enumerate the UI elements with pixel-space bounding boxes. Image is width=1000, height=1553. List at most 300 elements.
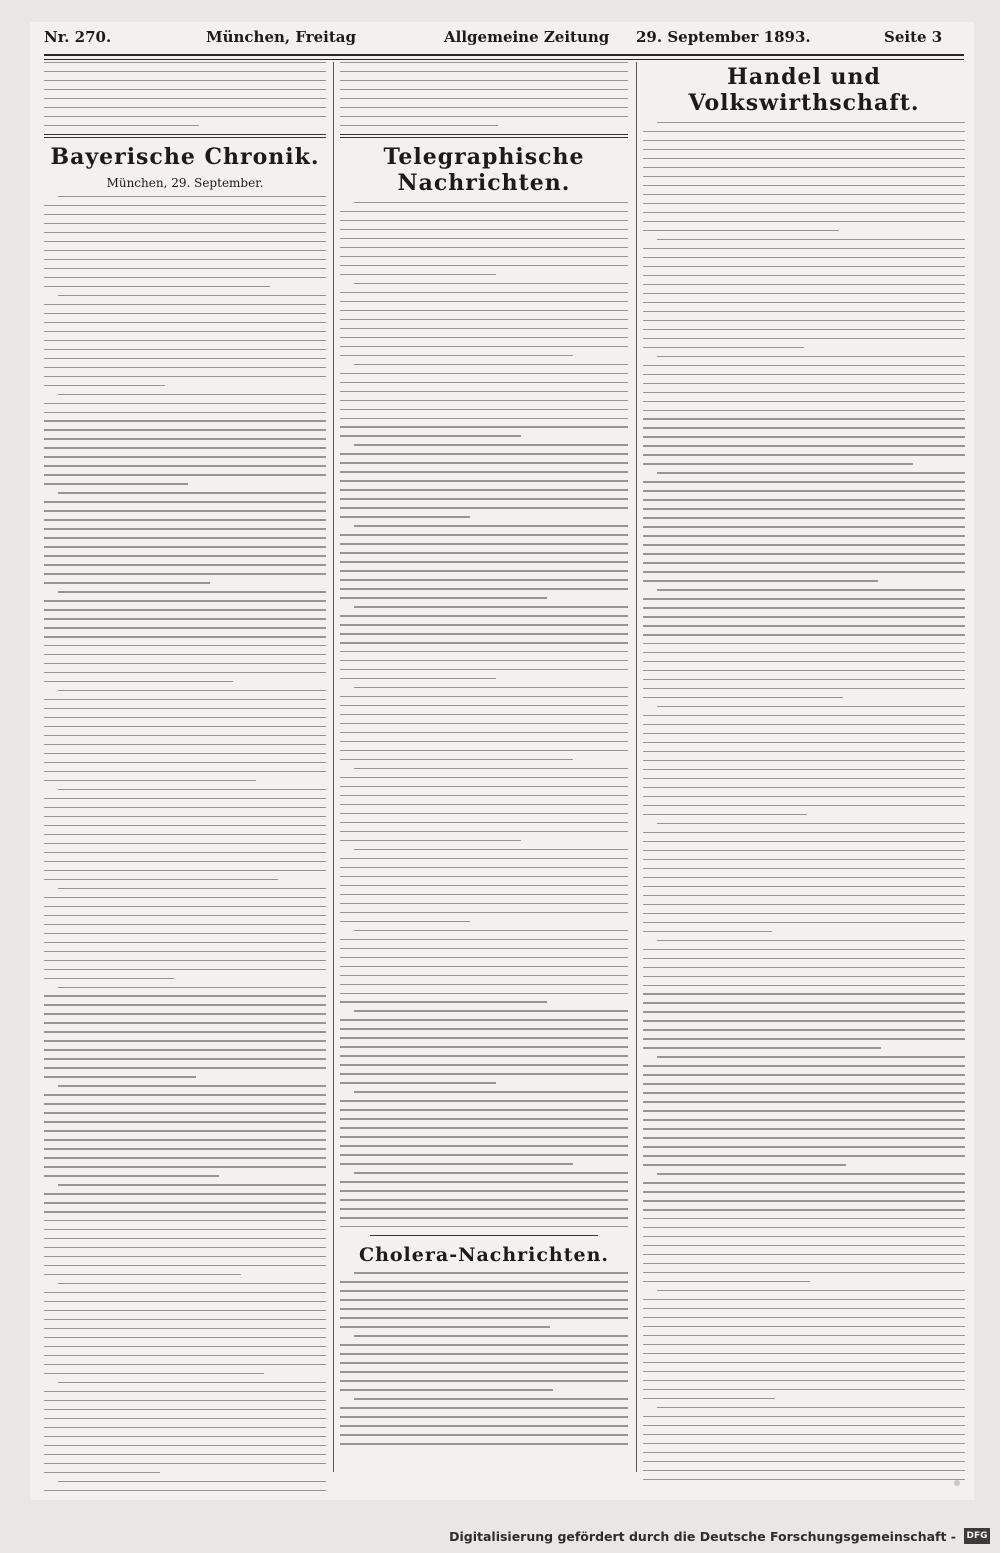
text-line <box>44 1418 326 1419</box>
text-line <box>643 436 965 437</box>
text-line <box>44 1355 326 1356</box>
text-line <box>643 1227 965 1228</box>
text-line <box>44 1130 326 1131</box>
text-line <box>340 777 628 778</box>
text-line <box>44 438 326 439</box>
text-line <box>44 250 326 251</box>
text-line <box>643 967 965 968</box>
text-line <box>44 1067 326 1068</box>
text-line <box>44 1328 326 1329</box>
text-line <box>44 546 326 547</box>
text-line <box>44 807 326 808</box>
text-line <box>340 1344 628 1345</box>
text-line <box>643 1299 965 1300</box>
text-line <box>44 385 165 386</box>
section-title-handel-und-volkswirthschaft: Handel und Volkswirthschaft. <box>688 64 920 116</box>
text-line <box>44 223 326 224</box>
text-line <box>643 616 965 617</box>
text-line <box>643 634 965 635</box>
text-line <box>643 688 965 689</box>
text-line <box>643 526 965 527</box>
text-line <box>44 609 326 610</box>
text-line <box>44 1148 326 1149</box>
text-line <box>44 663 326 664</box>
city-day: München, Freitag <box>206 28 357 46</box>
text-line <box>340 1118 628 1119</box>
text-line <box>354 1272 628 1273</box>
text-line <box>44 1112 326 1113</box>
text-line <box>58 295 326 296</box>
text-line <box>44 528 326 529</box>
text-line <box>643 302 965 303</box>
text-line <box>340 570 628 571</box>
text-line <box>643 1146 965 1147</box>
text-line <box>643 212 965 213</box>
text-line <box>44 1472 160 1473</box>
text-line <box>58 591 326 592</box>
text-line <box>44 483 188 484</box>
text-line <box>643 571 965 572</box>
text-line <box>643 922 965 923</box>
text-line <box>44 636 326 637</box>
text-line <box>340 624 628 625</box>
digitisation-footer <box>0 1522 1000 1553</box>
text-line <box>643 1362 965 1363</box>
text-line <box>340 435 521 436</box>
text-line <box>643 1344 965 1345</box>
text-line <box>643 311 965 312</box>
text-line <box>340 795 628 796</box>
text-line <box>643 1263 965 1264</box>
text-line <box>340 292 628 293</box>
text-line <box>44 1175 219 1176</box>
text-line <box>340 274 496 275</box>
text-line <box>44 1409 326 1410</box>
text-line <box>354 525 628 526</box>
text-line <box>657 239 965 240</box>
text-line <box>44 1229 326 1230</box>
text-line <box>44 582 210 583</box>
text-line <box>340 462 628 463</box>
text-line <box>44 1490 326 1491</box>
text-line <box>643 481 965 482</box>
text-line <box>340 1407 628 1408</box>
text-line <box>44 456 326 457</box>
paper-title: Allgemeine Zeitung <box>444 28 610 46</box>
text-line <box>643 284 965 285</box>
text-line <box>44 1310 326 1311</box>
text-line <box>340 391 628 392</box>
text-line <box>340 993 628 994</box>
text-line <box>340 696 628 697</box>
text-line <box>44 1004 326 1005</box>
text-line <box>44 708 326 709</box>
text-line <box>340 750 628 751</box>
text-line <box>340 1380 628 1381</box>
text-line <box>340 948 628 949</box>
text-line <box>44 1139 326 1140</box>
text-line <box>340 1100 628 1101</box>
text-line <box>643 850 965 851</box>
text-line <box>354 1172 628 1173</box>
text-line <box>44 313 326 314</box>
text-line <box>44 1211 326 1212</box>
text-line <box>340 1028 628 1029</box>
text-line <box>643 1083 965 1084</box>
text-line <box>44 1319 326 1320</box>
text-line <box>643 1191 965 1192</box>
text-line <box>340 1154 628 1155</box>
text-line <box>44 978 174 979</box>
text-line <box>44 241 326 242</box>
text-line <box>44 645 326 646</box>
text-line <box>44 942 326 943</box>
text-line <box>643 392 965 393</box>
text-line <box>340 966 628 967</box>
text-line <box>643 1272 965 1273</box>
text-line <box>340 1082 496 1083</box>
economy-text <box>643 122 965 1480</box>
text-line <box>340 975 628 976</box>
text-line <box>340 328 628 329</box>
text-line <box>643 796 965 797</box>
section-title-cholera-nachrichten: Cholera-Nachrichten. <box>358 1244 610 1267</box>
text-line <box>340 831 628 832</box>
text-line <box>44 1013 326 1014</box>
text-line <box>44 1247 326 1248</box>
text-line <box>354 606 628 607</box>
text-line <box>44 1337 326 1338</box>
text-line <box>340 903 628 904</box>
text-line <box>643 661 965 662</box>
text-line <box>643 562 965 563</box>
text-line <box>340 1434 628 1435</box>
text-line <box>44 681 233 682</box>
text-line <box>58 394 326 395</box>
text-line <box>340 1308 628 1309</box>
text-line <box>340 561 628 562</box>
text-line <box>643 131 965 132</box>
text-line <box>44 618 326 619</box>
text-line <box>354 444 628 445</box>
text-line <box>44 699 326 700</box>
text-line <box>44 744 326 745</box>
text-line <box>657 472 965 473</box>
text-line <box>643 913 965 914</box>
text-line <box>657 1056 965 1057</box>
dateline: München, 29. September. <box>106 175 264 190</box>
text-line <box>340 912 628 913</box>
text-line <box>643 814 807 815</box>
text-line <box>340 1226 628 1227</box>
text-line <box>643 1254 965 1255</box>
text-line <box>340 858 628 859</box>
text-line <box>44 403 326 404</box>
text-line <box>643 418 965 419</box>
text-line <box>44 304 326 305</box>
text-line <box>58 1085 326 1086</box>
text-line <box>354 202 628 203</box>
text-line <box>340 1362 628 1363</box>
text-line <box>44 771 326 772</box>
text-line <box>44 825 326 826</box>
text-line <box>44 1454 326 1455</box>
text-line <box>340 480 628 481</box>
text-line <box>643 895 965 896</box>
text-line <box>44 852 326 853</box>
text-line <box>643 1353 965 1354</box>
text-line <box>643 1380 965 1381</box>
text-line <box>643 508 965 509</box>
text-line <box>340 615 628 616</box>
text-line <box>340 247 628 248</box>
text-line <box>643 1308 965 1309</box>
text-line <box>643 949 965 950</box>
text-line <box>643 1236 965 1237</box>
text-line <box>643 1065 965 1066</box>
text-line <box>340 1416 628 1417</box>
text-line <box>643 230 839 231</box>
column-left <box>44 62 326 1499</box>
text-line <box>44 879 278 880</box>
text-line <box>643 167 965 168</box>
text-line <box>44 474 326 475</box>
text-line <box>340 813 628 814</box>
text-line <box>44 519 326 520</box>
text-line <box>643 1128 965 1129</box>
text-line <box>657 1407 965 1408</box>
text-line <box>643 365 965 366</box>
text-line <box>44 358 326 359</box>
text-line <box>340 579 628 580</box>
text-line <box>44 735 326 736</box>
text-line <box>58 1283 326 1284</box>
text-line <box>340 418 628 419</box>
text-line <box>340 1073 628 1074</box>
text-line <box>340 1019 628 1020</box>
text-line <box>44 555 326 556</box>
text-line <box>44 897 326 898</box>
text-line <box>643 338 965 339</box>
text-line <box>340 265 628 266</box>
text-line <box>643 221 965 222</box>
text-line <box>643 805 965 806</box>
text-line <box>643 1398 775 1399</box>
text-line <box>44 960 326 961</box>
article-text <box>44 196 326 1491</box>
text-line <box>340 516 470 517</box>
text-line <box>340 1046 628 1047</box>
text-line <box>44 573 326 574</box>
text-line <box>340 678 496 679</box>
text-line <box>340 489 628 490</box>
text-line <box>44 1427 326 1428</box>
text-line <box>657 589 965 590</box>
text-line <box>643 149 965 150</box>
text-line <box>657 1173 965 1174</box>
text-line <box>58 690 326 691</box>
text-line <box>643 1020 965 1021</box>
text-line <box>44 340 326 341</box>
text-line <box>340 310 628 311</box>
text-line <box>643 868 965 869</box>
text-line <box>643 652 965 653</box>
text-line <box>643 787 965 788</box>
text-line <box>643 535 965 536</box>
text-line <box>657 1290 965 1291</box>
text-line <box>643 1326 965 1327</box>
text-line <box>340 426 628 427</box>
text-line <box>44 1220 326 1221</box>
text-line <box>44 762 326 763</box>
text-line <box>643 679 965 680</box>
text-line <box>44 564 326 565</box>
text-line <box>354 930 628 931</box>
text-line <box>44 627 326 628</box>
text-line <box>643 769 965 770</box>
text-line <box>44 1058 326 1059</box>
text-line <box>643 598 965 599</box>
text-line <box>340 822 628 823</box>
text-line <box>354 1398 628 1399</box>
text-line <box>44 1265 326 1266</box>
masthead <box>44 28 964 54</box>
text-line <box>643 841 965 842</box>
text-line <box>58 987 326 988</box>
text-line <box>643 347 804 348</box>
text-line <box>44 322 326 323</box>
text-line <box>643 607 965 608</box>
text-line <box>643 320 965 321</box>
text-line <box>340 211 628 212</box>
text-line <box>354 1091 628 1092</box>
text-line <box>643 976 965 977</box>
text-line <box>340 759 573 760</box>
text-line <box>340 355 573 356</box>
text-line <box>340 867 628 868</box>
text-line <box>643 1101 965 1102</box>
text-line <box>354 1010 628 1011</box>
text-line <box>44 349 326 350</box>
text-line <box>340 229 628 230</box>
text-line <box>643 1452 965 1453</box>
text-line <box>340 714 628 715</box>
text-line <box>340 1199 628 1200</box>
text-line <box>44 214 326 215</box>
text-line <box>643 1155 965 1156</box>
text-line <box>44 924 326 925</box>
section-title-telegraphische-nachrichten: Telegraphische Nachrichten. <box>383 143 585 196</box>
text-line <box>58 1481 326 1482</box>
text-line <box>340 534 628 535</box>
text-line <box>340 786 628 787</box>
text-line <box>44 1076 196 1077</box>
text-line <box>643 859 965 860</box>
text-line <box>643 257 965 258</box>
text-line <box>44 1346 326 1347</box>
text-line <box>354 849 628 850</box>
text-line <box>340 346 628 347</box>
text-line <box>44 205 326 206</box>
text-line <box>44 1463 326 1464</box>
text-line <box>643 1245 965 1246</box>
text-line <box>340 382 628 383</box>
text-line <box>657 706 965 707</box>
text-line <box>340 1163 573 1164</box>
text-line <box>643 517 965 518</box>
text-line <box>44 1391 326 1392</box>
text-line <box>44 1031 326 1032</box>
text-line <box>340 633 628 634</box>
text-line <box>340 373 628 374</box>
text-line <box>44 915 326 916</box>
text-line <box>44 798 326 799</box>
text-line <box>643 1038 965 1039</box>
text-line <box>44 816 326 817</box>
text-line <box>44 1094 326 1095</box>
text-line <box>643 733 965 734</box>
text-line <box>44 1121 326 1122</box>
text-line <box>354 768 628 769</box>
text-line <box>44 1445 326 1446</box>
text-line <box>44 1022 326 1023</box>
text-line <box>643 832 965 833</box>
text-line <box>44 331 326 332</box>
column-middle <box>340 62 628 1452</box>
text-line <box>657 122 965 123</box>
text-line <box>44 753 326 754</box>
text-line <box>340 238 628 239</box>
text-line <box>44 447 326 448</box>
text-line <box>643 1002 965 1003</box>
text-line <box>44 1238 326 1239</box>
text-line <box>44 277 326 278</box>
text-line <box>58 1184 326 1185</box>
text-line <box>340 1055 628 1056</box>
text-line <box>340 1281 628 1282</box>
text-line <box>657 823 965 824</box>
dfg-logo-icon: DFG <box>964 1528 990 1544</box>
text-line <box>58 492 326 493</box>
text-line <box>643 993 965 994</box>
text-line <box>643 490 965 491</box>
text-line <box>340 301 628 302</box>
text-line <box>643 248 965 249</box>
text-line <box>643 185 965 186</box>
text-line <box>340 1208 628 1209</box>
text-line <box>44 259 326 260</box>
text-line <box>340 588 628 589</box>
text-line <box>44 367 326 368</box>
text-line <box>340 1109 628 1110</box>
text-line <box>643 1317 965 1318</box>
text-line <box>44 1400 326 1401</box>
text-line <box>340 552 628 553</box>
text-line <box>44 1364 326 1365</box>
text-line <box>44 951 326 952</box>
telegrams-text <box>340 202 628 1228</box>
text-line <box>643 1182 965 1183</box>
text-line <box>44 717 326 718</box>
text-line <box>340 337 628 338</box>
text-line <box>340 1145 628 1146</box>
footer-text: Digitalisierung gefördert durch die Deutsche Forschungsgemeinschaft - <box>449 1529 956 1544</box>
section-title-bayerische-chronik: Bayerische Chronik. <box>50 143 320 170</box>
text-line <box>340 732 628 733</box>
text-line <box>643 1416 965 1417</box>
text-line <box>643 553 965 554</box>
text-line <box>643 383 965 384</box>
